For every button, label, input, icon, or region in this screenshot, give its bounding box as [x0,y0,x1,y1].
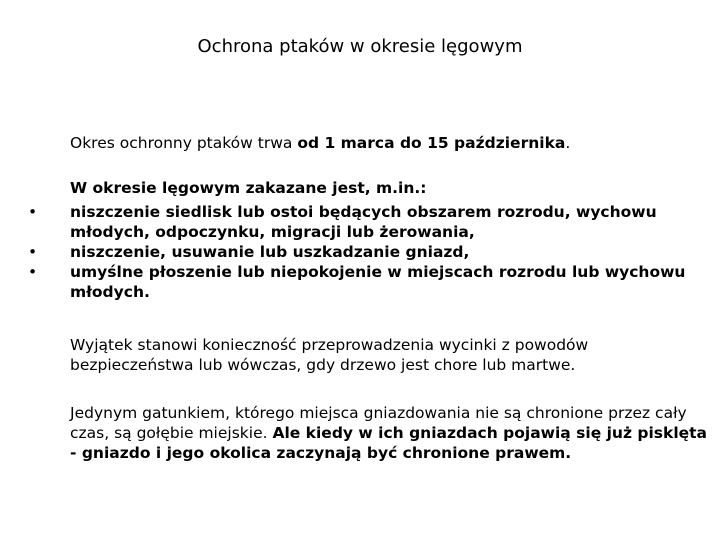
pigeons-text: Jedynym gatunkiem, którego miejsca gniazdowania nie są chronione przez cały czas, są gołębie miejskie. [70,404,687,442]
pigeons-bold-text: Ale kiedy w ich gniazdach pojawią się już pisklęta - gniazdo i jego okolica zaczynają być chronione prawem. [70,424,708,462]
protection-period-paragraph [70,133,710,153]
prohibition-item: • niszczenie siedlisk lub ostoi będących obszarem rozrodu, wychowu młodych, odpoczynku, migracji lub żerowania, [70,202,690,242]
slide-title: Ochrona ptaków w okresie lęgowym [197,36,523,57]
prohibitions-intro: W okresie lęgowym zakazane jest, m.in.: [70,179,427,197]
prohibition-item: • umyślne płoszenie lub niepokojenie w miejscach rozrodu lub wychowu młodych. [70,262,690,302]
pigeons-paragraph [70,403,710,463]
protection-period-prefix: Okres ochronny ptaków trwa [70,134,298,152]
exception-paragraph: Wyjątek stanowi konieczność przeprowadzenia wycinki z powodów bezpieczeństwa lub wówczas, gdy drzewo jest chore lub martwe. [70,336,589,374]
prohibitions-list [70,202,690,302]
prohibition-item: • niszczenie, usuwanie lub uszkadzanie gniazd, [70,242,690,262]
protection-period-dates: od 1 marca do 15 października [297,134,566,152]
protection-period-suffix: . [565,134,571,152]
